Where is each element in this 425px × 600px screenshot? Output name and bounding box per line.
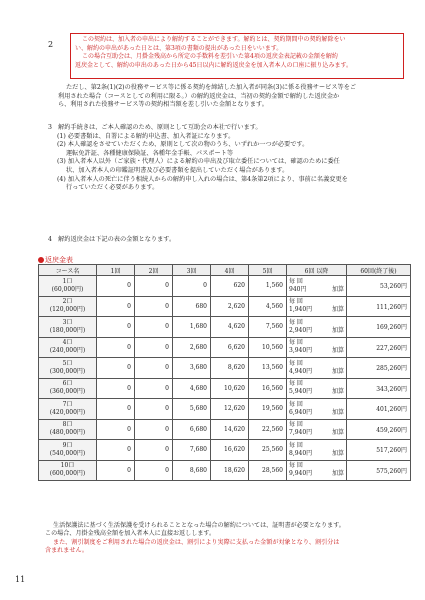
section-2-proviso <box>58 84 413 110</box>
refund-1: 0 <box>97 337 135 358</box>
refund-5: 25,560 <box>249 440 287 461</box>
refund-5: 28,560 <box>249 460 287 481</box>
refund-3: 680 <box>173 296 211 317</box>
six-suffix: 加算 <box>331 429 344 437</box>
course-cell <box>39 276 97 297</box>
refund-5: 19,560 <box>249 399 287 420</box>
refund-2: 0 <box>135 440 173 461</box>
course-name: 5口 <box>62 359 73 367</box>
six-label: 毎 回 <box>289 339 303 347</box>
section-3-item: 行っていただく必要があります。 <box>66 184 159 192</box>
refund-1: 0 <box>97 460 135 481</box>
six-amount: 9,940円 <box>289 470 313 478</box>
refund-4: 14,620 <box>211 419 249 440</box>
course-amount: (60,000円) <box>51 285 84 293</box>
refund-6plus <box>287 317 347 338</box>
course-name: 6口 <box>62 380 73 388</box>
course-cell <box>39 460 97 481</box>
course-cell <box>39 296 97 317</box>
refund-3: 4,680 <box>173 378 211 399</box>
refund-6plus <box>287 419 347 440</box>
refund-4: 18,620 <box>211 460 249 481</box>
refund-6plus <box>287 460 347 481</box>
header-course: コース名 <box>39 265 97 276</box>
refund-1: 0 <box>97 440 135 461</box>
proviso-line: ら、利用された役務サービス等の契約相当額を差し引いた金額となります。 <box>58 101 268 109</box>
course-name: 9口 <box>62 441 73 449</box>
refund-5: 1,560 <box>249 276 287 297</box>
course-name: 2口 <box>62 298 73 306</box>
six-label: 毎 回 <box>289 359 303 367</box>
course-amount: (540,000円) <box>49 449 86 457</box>
table-row <box>39 276 411 297</box>
course-cell <box>39 337 97 358</box>
refund-6plus <box>287 358 347 379</box>
refund-2: 0 <box>135 358 173 379</box>
footer-line: また、割引制度をご利用された場合の返戻金は、割引により実際に支払った金額が対象となり、割引分は <box>53 538 340 546</box>
refund-6plus <box>287 276 347 297</box>
six-suffix: 加算 <box>331 367 344 375</box>
header-5: 5回 <box>249 265 287 276</box>
refund-2: 0 <box>135 337 173 358</box>
refund-4: 620 <box>211 276 249 297</box>
notice-line: この契約は、加入者の申出により解約することができます。解約とは、契約期間中の契約解除をい <box>82 36 346 43</box>
section-3-number: 3 <box>48 124 52 131</box>
refund-table <box>38 264 411 481</box>
footer-line: 生活保護法に基づく生活保護を受けられることとなった場合の解約については、証明書が必要となります。 <box>53 522 345 529</box>
section-3-item: (3) 加入者本人以外（ご家族・代理人）による解約の申出及び取立委任については、確認のために委任 <box>57 158 340 166</box>
refund-60: 343,260円 <box>347 378 411 399</box>
refund-6plus <box>287 296 347 317</box>
course-cell <box>39 317 97 338</box>
refund-60: 517,260円 <box>347 440 411 461</box>
refund-6plus <box>287 378 347 399</box>
course-name: 10口 <box>60 462 75 470</box>
course-name: 8口 <box>62 421 73 429</box>
course-amount: (360,000円) <box>49 388 86 396</box>
footer-line: この場合、月掛金残高全額を加入者本人に直接お返しします。 <box>45 530 216 538</box>
section-3-item: (2) 本人確認をさせていただくため、原則として次の物のうち、いずれか一つが必要です。 <box>57 141 309 149</box>
course-cell <box>39 440 97 461</box>
course-amount: (240,000円) <box>49 347 86 355</box>
header-6plus: 6回 以降 <box>287 265 347 276</box>
six-amount: 8,940円 <box>289 449 313 457</box>
course-name: 4口 <box>62 339 73 347</box>
header-2: 2回 <box>135 265 173 276</box>
six-amount: 4,940円 <box>289 367 313 375</box>
refund-1: 0 <box>97 276 135 297</box>
course-amount: (480,000円) <box>49 429 86 437</box>
six-amount: 6,940円 <box>289 408 313 416</box>
six-label: 毎 回 <box>289 400 303 408</box>
section-3-item: 運転免許証、各種健康保険証、各種年金手帳、パスポート等 <box>66 149 234 157</box>
section-3-item: (4) 加入者本人の死亡に伴う相続人からの解約申し入れの場合は、第4条第2項により、事前に名義変更を <box>57 175 348 183</box>
six-suffix: 加算 <box>331 285 344 293</box>
six-amount: 5,940円 <box>289 388 313 396</box>
refund-60: 227,260円 <box>347 337 411 358</box>
six-label: 毎 回 <box>289 441 303 449</box>
proviso-line: ただし、第2条(1)(2)の役務サービス等に係る契約を締結した加入者が同条(3)に係る役務サービス等をご <box>66 84 357 91</box>
refund-60: 53,260円 <box>347 276 411 297</box>
refund-5: 13,560 <box>249 358 287 379</box>
refund-4: 8,620 <box>211 358 249 379</box>
refund-3: 2,680 <box>173 337 211 358</box>
header-1: 1回 <box>97 265 135 276</box>
course-name: 1口 <box>62 277 73 285</box>
table-row <box>39 296 411 317</box>
section-4-text: 解約返戻金は下記の表の金額となります。 <box>58 236 176 243</box>
course-amount: (180,000円) <box>49 326 86 334</box>
notice-line: 返戻金として、解約の申出のあった日から45日以内に解約返戻金を加入者本人の口座に振り込みます。 <box>75 61 352 69</box>
refund-1: 0 <box>97 378 135 399</box>
footer-notes <box>45 522 410 556</box>
refund-4: 10,620 <box>211 378 249 399</box>
header-3: 3回 <box>173 265 211 276</box>
six-suffix: 加算 <box>331 306 344 314</box>
six-label: 毎 回 <box>289 380 303 388</box>
refund-2: 0 <box>135 276 173 297</box>
table-row <box>39 337 411 358</box>
refund-3: 1,680 <box>173 317 211 338</box>
notice-line: い、解約の申出があった日とは、第3項の書類の提出があった日をいいます。 <box>75 44 283 52</box>
refund-table-title: 返戻金表 <box>38 255 73 265</box>
refund-2: 0 <box>135 399 173 420</box>
six-suffix: 加算 <box>331 388 344 396</box>
header-60: 60回(終了後) <box>347 265 411 276</box>
refund-3: 5,680 <box>173 399 211 420</box>
refund-4: 2,620 <box>211 296 249 317</box>
refund-60: 169,260円 <box>347 317 411 338</box>
section-3-item: 状、加入者本人の印鑑証明書及び必要書類を提出していただく場合があります。 <box>66 166 289 174</box>
refund-2: 0 <box>135 419 173 440</box>
section-2-number: 2 <box>48 40 54 49</box>
six-amount: 2,940円 <box>289 326 313 334</box>
table-row <box>39 358 411 379</box>
bullet-icon <box>38 257 44 263</box>
table-row <box>39 460 411 481</box>
refund-3: 0 <box>173 276 211 297</box>
six-suffix: 加算 <box>331 347 344 355</box>
course-amount: (420,000円) <box>49 408 86 416</box>
refund-6plus <box>287 440 347 461</box>
refund-1: 0 <box>97 317 135 338</box>
six-suffix: 加算 <box>331 326 344 334</box>
six-label: 毎 回 <box>289 421 303 429</box>
course-amount: (300,000円) <box>49 367 86 375</box>
six-label: 毎 回 <box>289 318 303 326</box>
six-suffix: 加算 <box>331 449 344 457</box>
six-suffix: 加算 <box>331 408 344 416</box>
course-amount: (120,000円) <box>49 306 86 314</box>
refund-4: 16,620 <box>211 440 249 461</box>
termination-notice-box <box>70 33 404 79</box>
refund-5: 16,560 <box>249 378 287 399</box>
course-name: 3口 <box>62 318 73 326</box>
refund-60: 111,260円 <box>347 296 411 317</box>
refund-3: 7,680 <box>173 440 211 461</box>
refund-1: 0 <box>97 296 135 317</box>
refund-60: 575,260円 <box>347 460 411 481</box>
section-3 <box>48 124 403 193</box>
footer-line: 含まれません。 <box>45 547 89 555</box>
refund-1: 0 <box>97 419 135 440</box>
course-cell <box>39 399 97 420</box>
refund-2: 0 <box>135 378 173 399</box>
refund-3: 8,680 <box>173 460 211 481</box>
course-cell <box>39 378 97 399</box>
six-amount: 7,940円 <box>289 429 313 437</box>
six-amount: 940円 <box>289 285 307 293</box>
refund-6plus <box>287 337 347 358</box>
page-number: 11 <box>15 575 26 584</box>
refund-4: 4,620 <box>211 317 249 338</box>
course-cell <box>39 358 97 379</box>
refund-4: 12,620 <box>211 399 249 420</box>
table-row <box>39 419 411 440</box>
table-row <box>39 317 411 338</box>
six-suffix: 加算 <box>331 470 344 478</box>
table-row <box>39 378 411 399</box>
six-amount: 3,940円 <box>289 347 313 355</box>
refund-4: 6,620 <box>211 337 249 358</box>
refund-5: 10,560 <box>249 337 287 358</box>
course-cell <box>39 419 97 440</box>
six-label: 毎 回 <box>289 462 303 470</box>
proviso-line: 利用された場合（コースとしての利用に限る。）の解約返戻金は、当初の契約金額で解約した返戻金か <box>58 92 340 100</box>
refund-5: 4,560 <box>249 296 287 317</box>
section-3-item: (1) 必要書類は、自署による解約申込書、加入者証になります。 <box>57 132 235 140</box>
notice-line: この場合互助会は、月掛金残高から所定の手数料を差引いた第4項の返戻金表記載の金額を解約 <box>82 53 338 61</box>
six-label: 毎 回 <box>289 277 303 285</box>
refund-2: 0 <box>135 296 173 317</box>
refund-1: 0 <box>97 399 135 420</box>
section-4-number: 4 <box>48 236 52 243</box>
six-label: 毎 回 <box>289 298 303 306</box>
refund-1: 0 <box>97 358 135 379</box>
header-4: 4回 <box>211 265 249 276</box>
section-3-intro: 解約手続きは、ご本人確認のため、原則として互助会の本社で行います。 <box>58 124 262 131</box>
refund-60: 285,260円 <box>347 358 411 379</box>
six-amount: 1,940円 <box>289 306 313 314</box>
course-name: 7口 <box>62 400 73 408</box>
table-header-row <box>39 265 411 276</box>
course-amount: (600,000円) <box>49 470 86 478</box>
refund-60: 459,260円 <box>347 419 411 440</box>
section-4 <box>48 236 403 245</box>
refund-3: 3,680 <box>173 358 211 379</box>
refund-2: 0 <box>135 460 173 481</box>
refund-6plus <box>287 399 347 420</box>
refund-2: 0 <box>135 317 173 338</box>
refund-5: 22,560 <box>249 419 287 440</box>
refund-3: 6,680 <box>173 419 211 440</box>
refund-5: 7,560 <box>249 317 287 338</box>
refund-60: 401,260円 <box>347 399 411 420</box>
table-row <box>39 399 411 420</box>
table-row <box>39 440 411 461</box>
